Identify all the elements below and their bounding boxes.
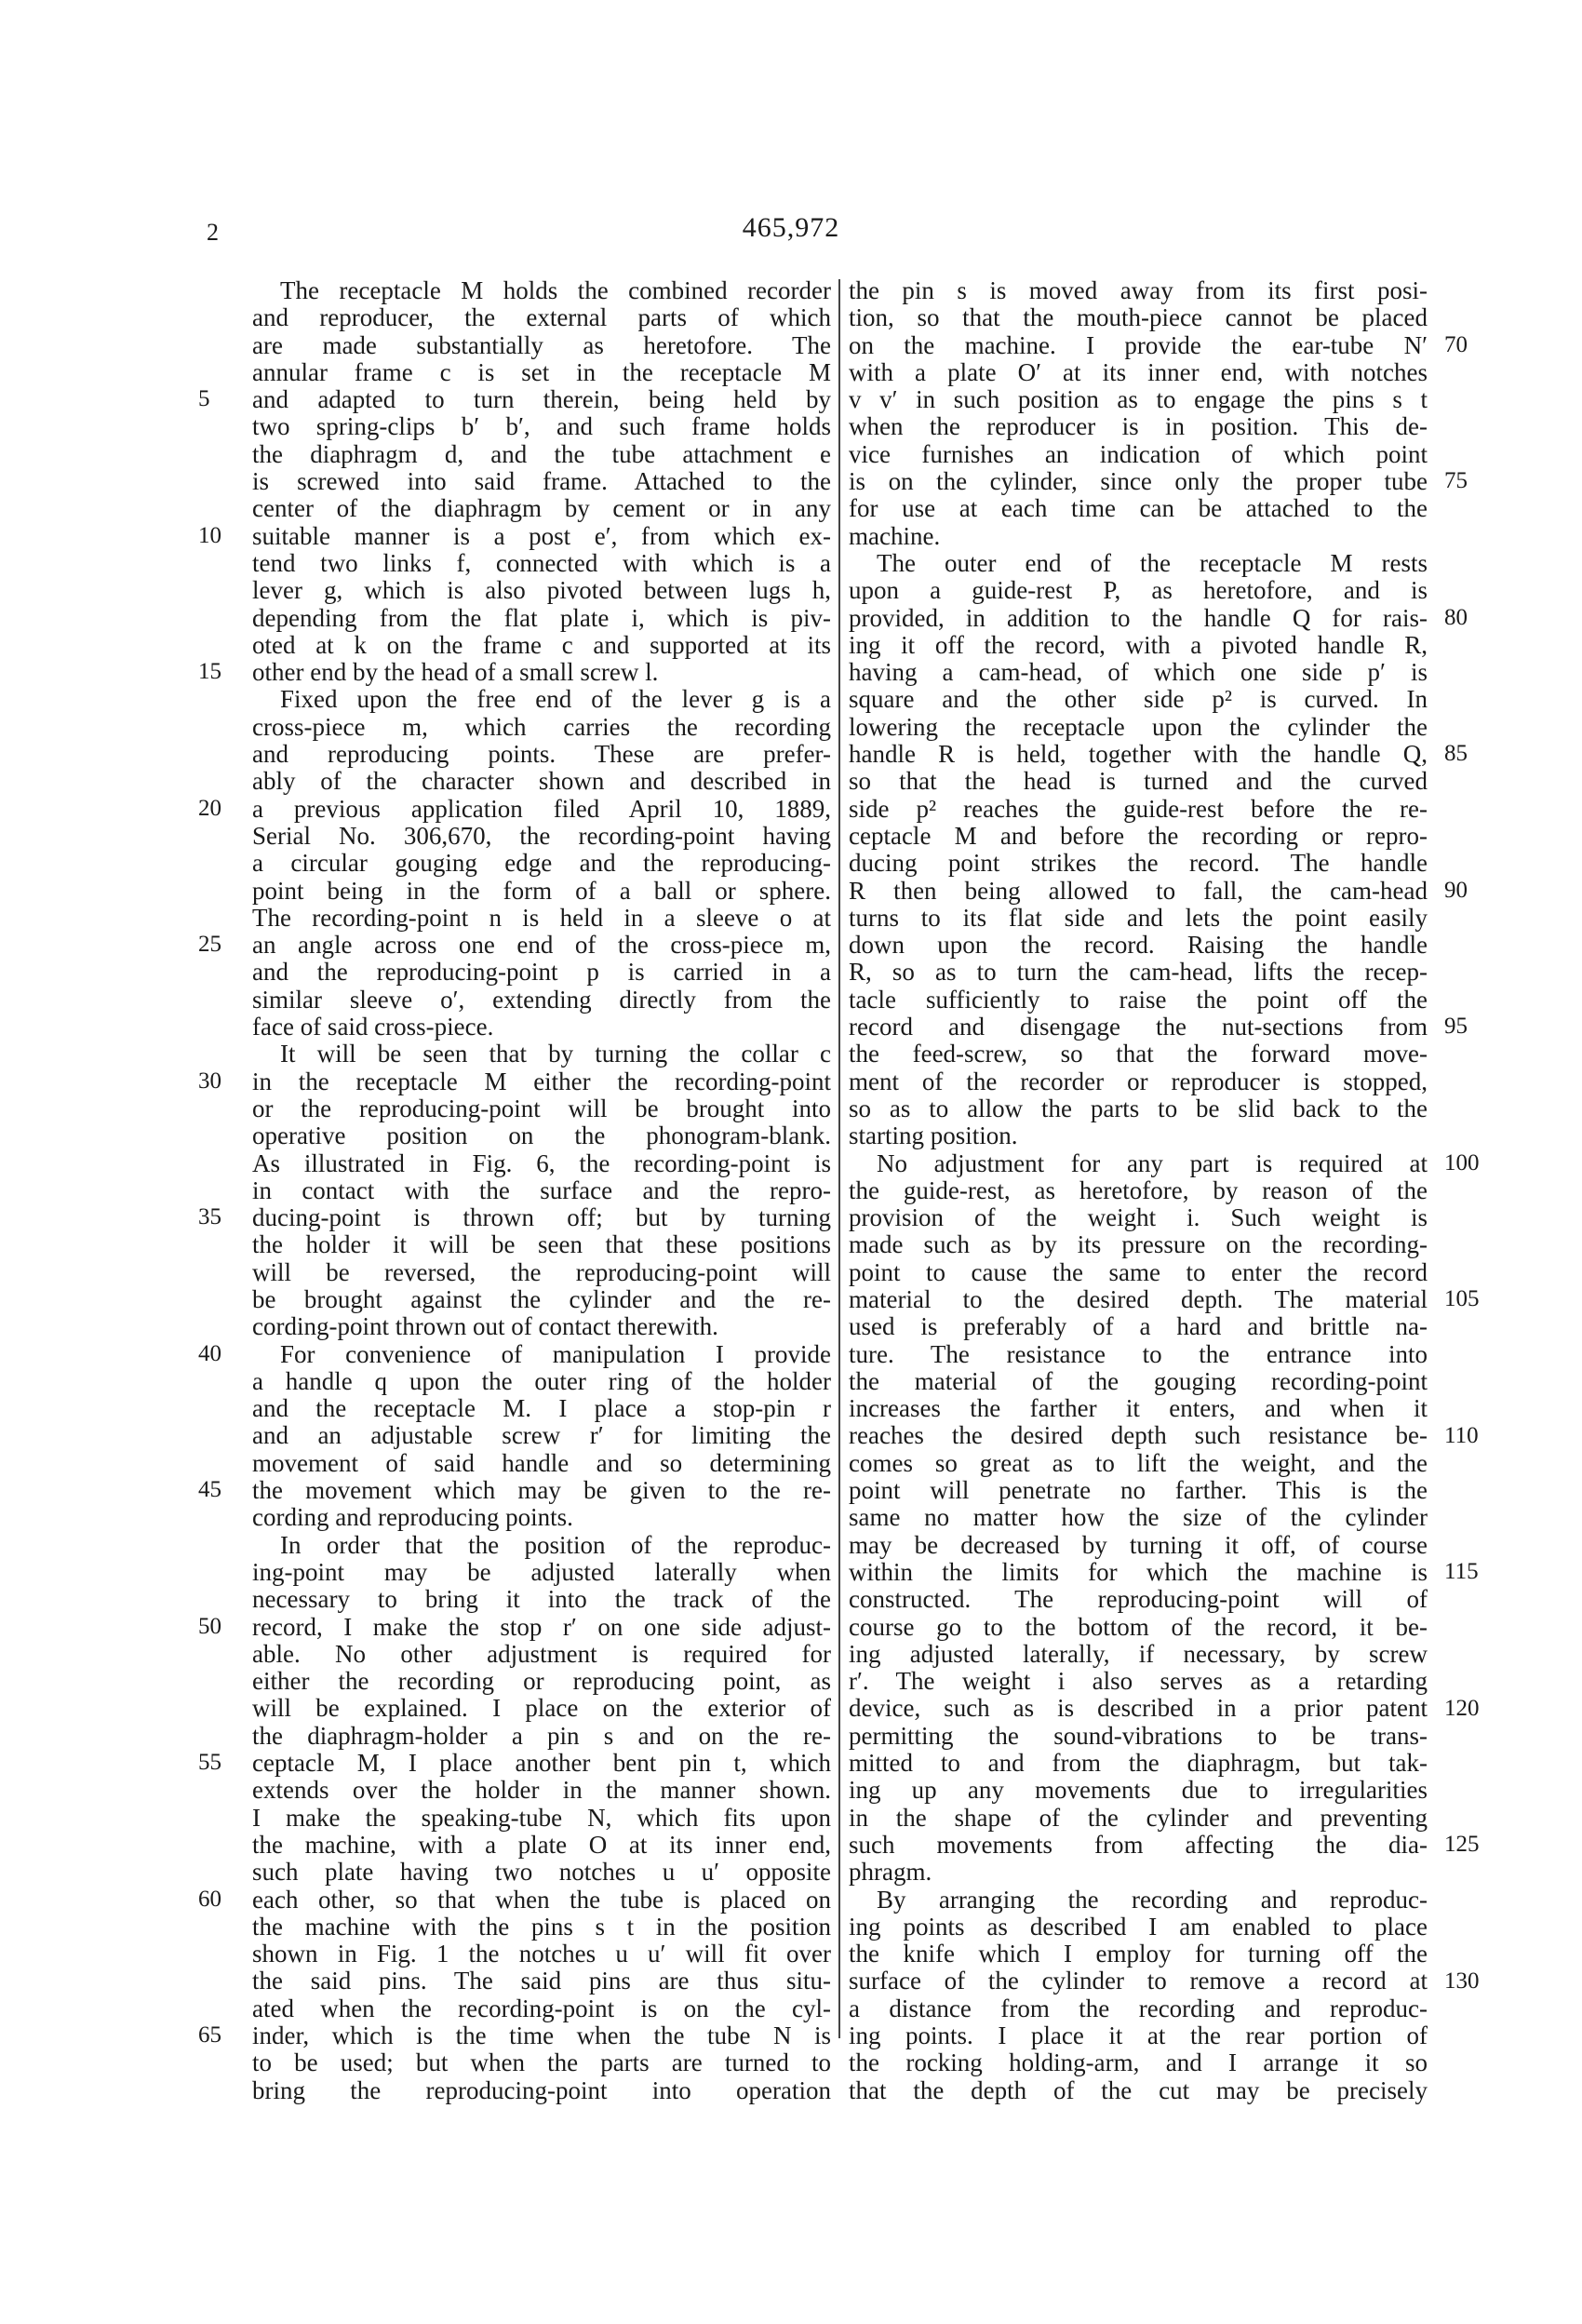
text-line: in the shape of the cylinder and preventing (849, 1803, 1428, 1832)
text-line: permitting the sound-vibrations to be trans- (849, 1721, 1428, 1750)
text-line: upon a guide-rest P, as heretofore, and is (849, 576, 1428, 605)
text-line: and reproducing points. These are prefer- (252, 740, 831, 769)
line-number: 50 (198, 1613, 221, 1639)
line-number: 100 (1444, 1149, 1480, 1175)
text-line: down upon the record. Raising the handle (849, 931, 1428, 960)
text-line: tend two links f, connected with which is a (252, 548, 831, 577)
line-number: 130 (1444, 1968, 1480, 1994)
text-line: the diaphragm d, and the tube attachment e (252, 439, 831, 468)
line-number: 95 (1444, 1014, 1468, 1040)
text-line: such movements from affecting the dia- (849, 1830, 1428, 1859)
text-line: a handle q upon the outer ring of the holder (252, 1366, 831, 1395)
text-line: and an adjustable screw r′ for limiting the (252, 1421, 831, 1450)
text-line: R, so as to turn the cam-head, lifts the recep- (849, 958, 1428, 987)
text-line: tacle sufficiently to raise the point off the (849, 985, 1428, 1014)
text-line: each other, so that when the tube is placed on (252, 1885, 831, 1914)
line-number: 85 (1444, 741, 1468, 767)
line-number: 75 (1444, 468, 1468, 494)
text-line: in the receptacle M either the recording-point (252, 1067, 831, 1095)
line-number: 10 (198, 522, 221, 548)
text-line: point will penetrate no farther. This is the (849, 1476, 1428, 1505)
text-line: increases the farther it enters, and when it (849, 1394, 1428, 1423)
text-line: bring the reproducing-point into operation (252, 2075, 831, 2104)
text-line: annular frame c is set in the receptacle M (252, 357, 831, 386)
line-number: 20 (198, 795, 221, 821)
text-line: ceptacle M, I place another bent pin t, which (252, 1749, 831, 1778)
text-line: The receptacle M holds the combined recorder (280, 276, 831, 304)
text-line: surface of the cylinder to remove a record at (849, 1967, 1428, 1995)
text-line: cording-point thrown out of contact therewith. (252, 1312, 718, 1341)
text-line: ing it off the record, with a pivoted handle R, (849, 630, 1428, 659)
text-line: ing points as described I am enabled to place (849, 1912, 1428, 1941)
line-number: 35 (198, 1204, 221, 1230)
text-line: side p² reaches the guide-rest before the re- (849, 794, 1428, 823)
text-line: reaches the desired depth such resistance be- (849, 1421, 1428, 1450)
text-line: ture. The resistance to the entrance into (849, 1339, 1428, 1368)
text-line: the material of the gouging recording-point (849, 1366, 1428, 1395)
text-line: when the reproducer is in position. This de- (849, 412, 1428, 441)
line-number: 15 (198, 659, 221, 685)
line-number: 55 (198, 1750, 221, 1776)
text-line: on the machine. I provide the ear-tube N′ (849, 330, 1428, 359)
text-line: is on the cylinder, since only the proper tube (849, 467, 1428, 496)
text-line: v v′ in such position as to engage the pins s t (849, 385, 1428, 414)
text-line: mitted to and from the diaphragm, but tak- (849, 1749, 1428, 1778)
text-line: By arranging the recording and reproduc- (877, 1885, 1428, 1914)
line-number: 110 (1444, 1422, 1479, 1448)
text-line: handle R is held, together with the handle Q, (849, 740, 1428, 769)
text-line: No adjustment for any part is required at (877, 1149, 1428, 1177)
text-line: made such as by its pressure on the recording- (849, 1230, 1428, 1259)
text-line: phragm. (849, 1858, 932, 1887)
line-number: 25 (198, 932, 221, 958)
text-line: the pin s is moved away from its first posi- (849, 276, 1428, 304)
text-line: cross-piece m, which carries the recording (252, 712, 831, 741)
text-line: are made substantially as heretofore. The (252, 330, 831, 359)
text-line: same no matter how the size of the cylinder (849, 1503, 1428, 1532)
text-line: and the receptacle M. I place a stop-pin r (252, 1394, 831, 1423)
text-line: r′. The weight i also serves as a retarding (849, 1667, 1428, 1696)
line-number: 30 (198, 1068, 221, 1094)
line-number: 80 (1444, 604, 1468, 630)
text-line: the feed-screw, so that the forward move- (849, 1040, 1428, 1068)
text-line: in contact with the surface and the repro- (252, 1175, 831, 1204)
line-number: 125 (1444, 1832, 1480, 1858)
text-line: operative position on the phonogram-blank. (252, 1122, 831, 1150)
text-line: and reproducer, the external parts of which (252, 303, 831, 332)
text-line: so as to allow the parts to be slid back to the (849, 1094, 1428, 1122)
line-number: 45 (198, 1477, 221, 1503)
text-line: the holder it will be seen that these positions (252, 1230, 831, 1259)
text-line: For convenience of manipulation I provide (280, 1339, 831, 1368)
line-number: 70 (1444, 331, 1468, 357)
text-line: a circular gouging edge and the reproducing- (252, 849, 831, 878)
text-line: the said pins. The said pins are thus situ- (252, 1967, 831, 1995)
text-line: to be used; but when the parts are turned to (252, 2049, 831, 2077)
text-line: cording and reproducing points. (252, 1503, 573, 1532)
text-line: face of said cross-piece. (252, 1013, 494, 1041)
text-line: ment of the recorder or reproducer is stopped, (849, 1067, 1428, 1095)
text-line: the knife which I employ for turning off the (849, 1940, 1428, 1968)
text-line: extends over the holder in the manner shown. (252, 1776, 831, 1805)
text-line: ably of the character shown and described in (252, 767, 831, 796)
text-line: either the recording or reproducing point, as (252, 1667, 831, 1696)
text-line: vice furnishes an indication of which point (849, 439, 1428, 468)
text-line: such plate having two notches u u′ opposite (252, 1858, 831, 1887)
text-line: lowering the receptacle upon the cylinder the (849, 712, 1428, 741)
text-line: the machine, with a plate O at its inner end, (252, 1830, 831, 1859)
text-line: that the depth of the cut may be precisely (849, 2075, 1428, 2104)
text-line: the guide-rest, as heretofore, by reason of the (849, 1175, 1428, 1204)
text-line: be brought against the cylinder and the re- (252, 1284, 831, 1313)
text-line: device, such as is described in a prior patent (849, 1694, 1428, 1723)
text-line: point being in the form of a ball or sphere. (252, 876, 831, 905)
text-line: In order that the position of the reproduc- (280, 1530, 831, 1559)
text-line: the rocking holding-arm, and I arrange it so (849, 2049, 1428, 2077)
line-number: 105 (1444, 1286, 1480, 1312)
page-number: 2 (207, 219, 219, 246)
text-line: starting position. (849, 1122, 1018, 1150)
text-line: or the reproducing-point will be brought into (252, 1094, 831, 1122)
text-line: It will be seen that by turning the collar c (280, 1040, 831, 1068)
text-line: oted at k on the frame c and supported at its (252, 630, 831, 659)
text-line: a previous application filed April 10, 1889, (252, 794, 831, 823)
text-line: the machine with the pins s t in the position (252, 1912, 831, 1941)
text-line: tion, so that the mouth-piece cannot be placed (849, 303, 1428, 332)
text-line: used is preferably of a hard and brittle na- (849, 1312, 1428, 1341)
text-line: able. No other adjustment is required for (252, 1639, 831, 1668)
text-line: the diaphragm-holder a pin s and on the re- (252, 1721, 831, 1750)
patent-number: 465,972 (742, 212, 840, 243)
line-number: 65 (198, 2022, 221, 2049)
text-line: R then being allowed to fall, the cam-head (849, 876, 1428, 905)
text-line: turns to its flat side and lets the point easily (849, 903, 1428, 932)
text-line: having a cam-head, of which one side p′ is (849, 658, 1428, 687)
text-line: and adapted to turn therein, being held by (252, 385, 831, 414)
text-line: The outer end of the receptacle M rests (877, 548, 1428, 577)
text-line: necessary to bring it into the track of the (252, 1585, 831, 1614)
text-line: will be explained. I place on the exterior of (252, 1694, 831, 1723)
text-line: ing adjusted laterally, if necessary, by screw (849, 1639, 1428, 1668)
text-line: record, I make the stop r′ on one side adjust- (252, 1612, 831, 1641)
text-line: shown in Fig. 1 the notches u u′ will fit over (252, 1940, 831, 1968)
text-line: ducing-point is thrown off; but by turning (252, 1203, 831, 1232)
left-text-column (252, 277, 831, 2104)
text-line: movement of said handle and so determining (252, 1448, 831, 1477)
text-line: course go to the bottom of the record, it be- (849, 1612, 1428, 1641)
text-line: provided, in addition to the handle Q for rais- (849, 603, 1428, 632)
text-line: similar sleeve o′, extending directly from the (252, 985, 831, 1014)
text-line: material to the desired depth. The material (849, 1284, 1428, 1313)
text-line: record and disengage the nut-sections from (849, 1013, 1428, 1041)
text-line: comes so great as to lift the weight, and the (849, 1448, 1428, 1477)
text-line: Fixed upon the free end of the lever g is a (280, 685, 831, 714)
text-line: center of the diaphragm by cement or in any (252, 494, 831, 523)
text-line: a distance from the recording and reproduc- (849, 1994, 1428, 2022)
text-line: other end by the head of a small screw l. (252, 658, 659, 687)
text-line: constructed. The reproducing-point will of (849, 1585, 1428, 1614)
text-line: for use at each time can be attached to the (849, 494, 1428, 523)
right-text-column (849, 277, 1428, 2104)
line-number: 120 (1444, 1695, 1480, 1721)
text-line: provision of the weight i. Such weight is (849, 1203, 1428, 1232)
text-line: will be reversed, the reproducing-point will (252, 1257, 831, 1286)
text-line: depending from the flat plate i, which is piv- (252, 603, 831, 632)
text-line: two spring-clips b′ b′, and such frame holds (252, 412, 831, 441)
text-line: ated when the recording-point is on the cyl- (252, 1994, 831, 2022)
text-line: and the reproducing-point p is carried in a (252, 958, 831, 987)
text-line: suitable manner is a post e′, from which ex- (252, 521, 831, 550)
text-line: inder, which is the time when the tube N is (252, 2022, 831, 2049)
text-line: may be decreased by turning it off, of course (849, 1530, 1428, 1559)
text-line: machine. (849, 521, 941, 550)
text-line: within the limits for which the machine is (849, 1557, 1428, 1586)
text-line: ducing point strikes the record. The handle (849, 849, 1428, 878)
text-line: point to cause the same to enter the record (849, 1257, 1428, 1286)
text-line: an angle across one end of the cross-piece m, (252, 931, 831, 960)
text-line: I make the speaking-tube N, which fits upon (252, 1803, 831, 1832)
text-line: ceptacle M and before the recording or repro- (849, 821, 1428, 850)
text-line: The recording-point n is held in a sleeve o at (252, 903, 831, 932)
text-line: ing points. I place it at the rear portion of (849, 2022, 1428, 2049)
text-line: lever g, which is also pivoted between lugs h, (252, 576, 831, 605)
column-divider (838, 279, 840, 2038)
line-number: 90 (1444, 877, 1468, 903)
line-number: 60 (198, 1886, 221, 1912)
text-line: Serial No. 306,670, the recording-point having (252, 821, 831, 850)
line-number: 115 (1444, 1559, 1479, 1585)
text-line: As illustrated in Fig. 6, the recording-point is (252, 1149, 831, 1177)
text-line: ing-point may be adjusted laterally when (252, 1557, 831, 1586)
line-number: 40 (198, 1340, 221, 1366)
text-line: with a plate O′ at its inner end, with notches (849, 357, 1428, 386)
text-line: the movement which may be given to the re- (252, 1476, 831, 1505)
text-line: so that the head is turned and the curved (849, 767, 1428, 796)
text-line: ing up any movements due to irregularities (849, 1776, 1428, 1805)
line-number: 5 (198, 386, 210, 412)
text-line: square and the other side p² is curved. In (849, 685, 1428, 714)
text-line: is screwed into said frame. Attached to the (252, 467, 831, 496)
